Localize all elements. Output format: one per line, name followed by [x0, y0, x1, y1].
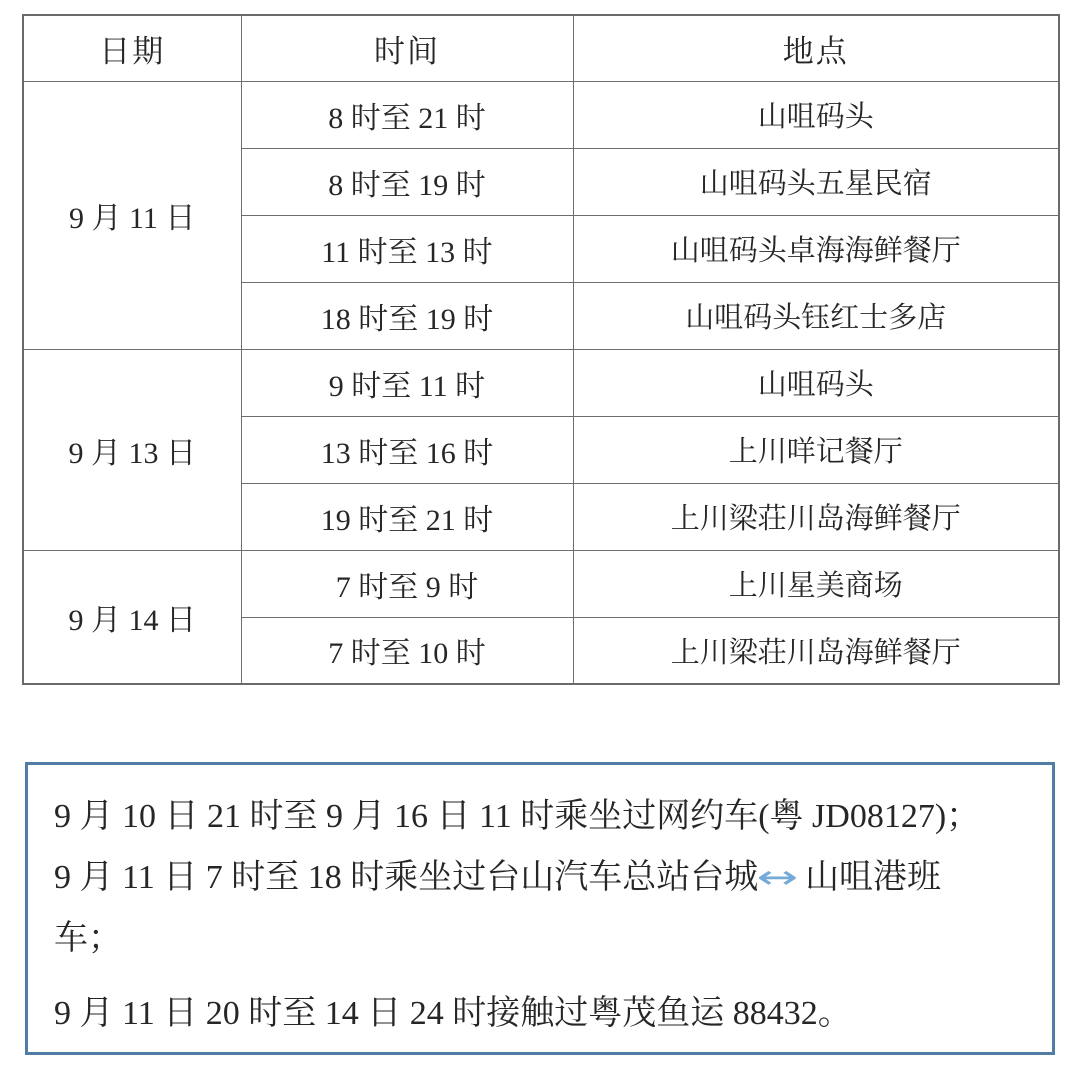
place-cell: 上川梁荘川岛海鲜餐厅: [573, 617, 1059, 684]
place-cell: 山咀码头卓海海鲜餐厅: [573, 215, 1059, 282]
table-row: [23, 349, 1059, 416]
table-row: [23, 550, 1059, 617]
date-cell: 9 月 13 日: [23, 349, 241, 550]
table-header-row: [23, 15, 1059, 81]
date-cell: 9 月 11 日: [23, 81, 241, 349]
header-time: 时间: [241, 15, 573, 81]
note-fish-truck: [54, 983, 1032, 1044]
time-cell: 7 时至 9 时: [241, 550, 573, 617]
time-cell: 7 时至 10 时: [241, 617, 573, 684]
note-text: 9 月 10 日 21 时至 9 月 16 日 11 时乘坐过网约车(粤 JD08127)；: [54, 798, 981, 835]
place-cell: 山咀码头: [573, 81, 1059, 148]
place-cell: 山咀码头五星民宿: [573, 148, 1059, 215]
time-cell: 11 时至 13 时: [241, 215, 573, 282]
place-cell: 上川梁荘川岛海鲜餐厅: [573, 483, 1059, 550]
header-place: 地点: [573, 15, 1059, 81]
note-text: 车；: [54, 920, 122, 957]
place-cell: 山咀码头: [573, 349, 1059, 416]
double-arrow-icon: ↔: [756, 858, 799, 896]
note-text: 9 月 11 日 20 时至 14 日 24 时接触过粤茂鱼运 88432。: [54, 995, 852, 1032]
place-cell: 上川咩记餐厅: [573, 416, 1059, 483]
time-cell: 9 时至 11 时: [241, 349, 573, 416]
time-cell: 13 时至 16 时: [241, 416, 573, 483]
place-cell: 山咀码头钰红士多店: [573, 282, 1059, 349]
note-ride-hailing: [54, 786, 1032, 847]
date-cell: 9 月 14 日: [23, 550, 241, 684]
itinerary-table: [22, 14, 1060, 685]
time-cell: 19 时至 21 时: [241, 483, 573, 550]
transport-notes-box: [25, 762, 1055, 1055]
note-bus-route: [54, 847, 1032, 969]
time-cell: 8 时至 21 时: [241, 81, 573, 148]
place-cell: 上川星美商场: [573, 550, 1059, 617]
time-cell: 8 时至 19 时: [241, 148, 573, 215]
header-date: 日期: [23, 15, 241, 81]
note-text: 山咀港班: [805, 859, 942, 896]
note-text: 9 月 11 日 7 时至 18 时乘坐过台山汽车总站台城: [54, 859, 759, 896]
time-cell: 18 时至 19 时: [241, 282, 573, 349]
table-row: [23, 81, 1059, 148]
